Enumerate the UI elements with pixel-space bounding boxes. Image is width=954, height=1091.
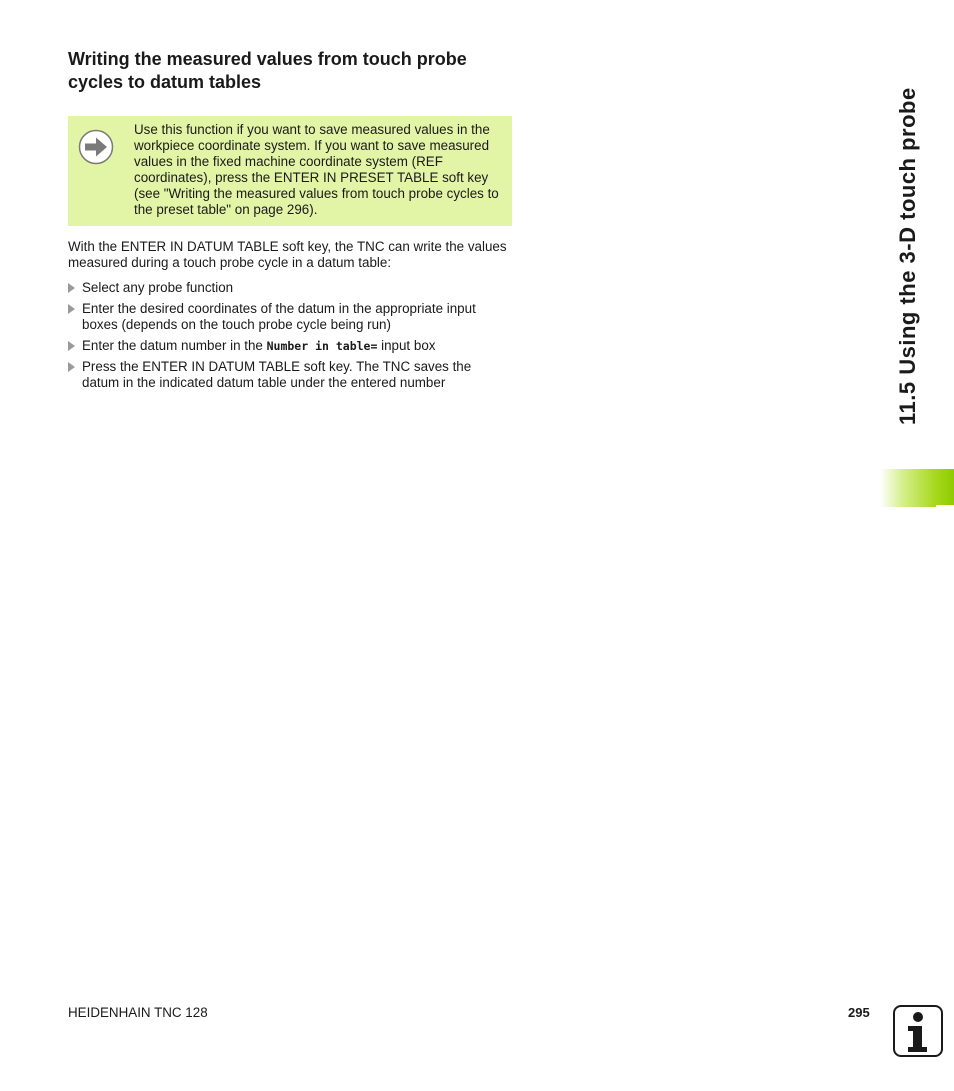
chapter-side-title: 11.5 Using the 3-D touch probe xyxy=(895,87,920,425)
page-number: 295 xyxy=(848,1005,870,1020)
step-text-post: input box xyxy=(377,338,436,353)
note-text: Use this function if you want to save measured values in the workpiece coordinate system. If you want to save measured values in the fixed machine coordinate system (REF coordinates), press the ENTER IN PRESET TABLE soft key (see "Writing the measured values from touch probe cycles to the preset table" on page 296). xyxy=(134,122,499,217)
list-item xyxy=(68,301,512,333)
triangle-bullet-icon xyxy=(68,304,75,314)
info-icon xyxy=(893,1005,943,1057)
chapter-tab-notch xyxy=(936,505,954,507)
footer-product: HEIDENHAIN TNC 128 xyxy=(68,1005,208,1020)
step-text: Select any probe function xyxy=(82,280,234,295)
triangle-bullet-icon xyxy=(68,283,75,293)
triangle-bullet-icon xyxy=(68,362,75,372)
chapter-tab-marker xyxy=(880,469,954,507)
arrow-right-icon xyxy=(78,129,114,165)
list-item xyxy=(68,338,512,354)
list-item xyxy=(68,280,512,296)
section-heading: Writing the measured values from touch probe cycles to datum tables xyxy=(68,49,467,92)
input-box-name: Number in table= xyxy=(266,339,378,353)
step-text: Press the ENTER IN DATUM TABLE soft key. The TNC saves the datum in the indicated datum table under the entered number xyxy=(82,359,472,390)
step-text: Enter the desired coordinates of the datum in the appropriate input boxes (depends on the touch probe cycle being run) xyxy=(82,301,476,332)
list-item xyxy=(68,359,512,391)
step-text-pre: Enter the datum number in the xyxy=(82,338,267,353)
triangle-bullet-icon xyxy=(68,341,75,351)
step-list xyxy=(68,280,512,396)
note-box xyxy=(68,116,512,226)
intro-paragraph: With the ENTER IN DATUM TABLE soft key, the TNC can write the values measured during a touch probe cycle in a datum table: xyxy=(68,239,507,270)
